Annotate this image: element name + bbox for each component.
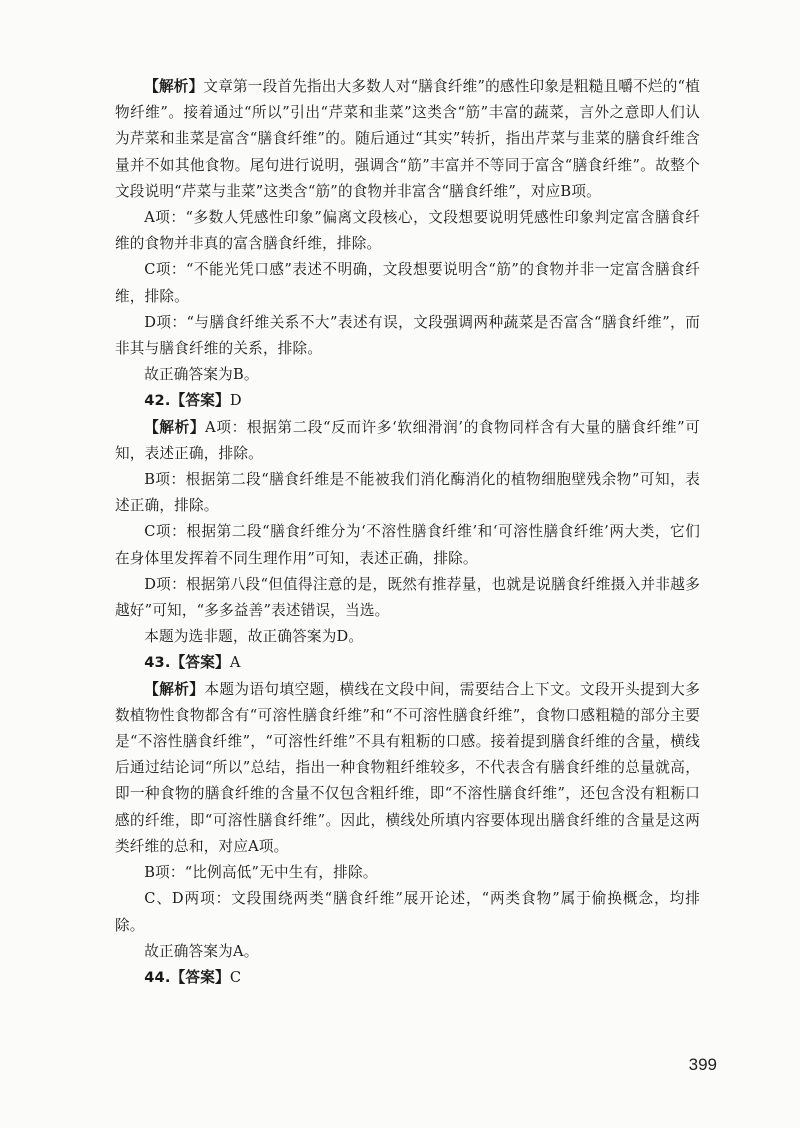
paragraph-text: 文章第一段首先指出大多数人对“膳食纤维”的感性印象是粗糙且嚼不烂的“植物纤维”。接着通过“所以”引出“芹菜和韭菜”这类含“筋”丰富的蔬菜，言外之意即人们认为芹菜和韭菜是富含“膳食纤维”的。随后通过“其实”转折，指出芹菜与韭菜的膳食纤维含量并不如其他食物。尾句进行说明，强调含“筋”丰富并不等同于富含“膳食纤维”。故整个文段说明“芹菜与韭菜”这类含“筋”的食物并非富含“膳食纤维”，对应B项。 <box>115 78 700 200</box>
answer-letter: D <box>229 392 242 410</box>
option-d-paragraph <box>115 310 700 362</box>
analysis-marker: 【解析】 <box>144 680 205 698</box>
option-c-paragraph <box>115 519 700 571</box>
paragraph-text: C项：“不能光凭口感”表述不明确，文段想要说明含“筋”的食物并非一定富含膳食纤维，排除。 <box>115 261 700 305</box>
paragraph-text: C、D两项：文段围绕两类“膳食纤维”展开论述，“两类食物”属于偷换概念，均排除。 <box>115 890 700 934</box>
option-cd-paragraph <box>115 886 700 938</box>
analysis-paragraph-41 <box>115 74 700 205</box>
option-b-paragraph <box>115 467 700 519</box>
option-d-paragraph <box>115 572 700 624</box>
answer-letter: A <box>229 654 241 672</box>
paragraph-text: D项：根据第八段“但值得注意的是，既然有推荐量，也就是说膳食纤维摄入并非越多越好”可知，“多多益善”表述错误，当选。 <box>115 575 700 620</box>
analysis-marker: 【解析】 <box>144 78 204 95</box>
answer-heading-44 <box>115 965 700 991</box>
answer-letter: C <box>229 968 242 986</box>
conclusion-paragraph <box>115 624 700 650</box>
paragraph-text: 本题为选非题，故正确答案为D。 <box>144 628 364 646</box>
answer-heading-43 <box>115 650 700 676</box>
paragraph-text: B项：“比例高低”无中生有，排除。 <box>144 864 378 882</box>
paragraph-text: 本题为语句填空题，横线在文段中间，需要结合上下文。文段开头提到大多数植物性食物都含有“可溶性膳食纤维”和“不可溶性膳食纤维”，食物口感粗糙的部分主要是“不溶性膳食纤维”，“可溶性纤维”不具有粗粝的口感。接着提到膳食纤维的含量，横线后通过结论词“所以”总结，指出一种食物粗纤维较多，不代表含有膳食纤维的总量就高，即一种食物的膳食纤维的含量不仅包含粗纤维，即“不溶性膳食纤维”，还包含没有粗粝口感的纤维，即“可溶性膳食纤维”。因此，横线处所填内容要体现出膳食纤维的含量是这两类纤维的总和，对应A项。 <box>115 680 700 855</box>
analysis-marker: 【解析】 <box>144 418 206 436</box>
paragraph-text: 故正确答案为B。 <box>144 366 259 384</box>
page-number: 399 <box>688 1055 717 1074</box>
conclusion-paragraph <box>115 939 700 965</box>
option-a-paragraph <box>115 205 700 257</box>
paragraph-text: D项：“与膳食纤维关系不大”表述有误，文段强调两种蔬菜是否富含“膳食纤维”，而非其与膳食纤维的关系，排除。 <box>115 313 700 358</box>
analysis-paragraph-43 <box>115 677 700 860</box>
answer-marker: 43.【答案】 <box>144 654 230 672</box>
answer-marker: 42.【答案】 <box>144 392 230 410</box>
option-c-paragraph <box>115 257 700 309</box>
paragraph-text: B项：根据第二段“膳食纤维是不能被我们消化酶消化的植物细胞壁残余物”可知，表述正确，排除。 <box>115 471 700 515</box>
option-b-paragraph <box>115 860 700 886</box>
paragraph-text: A项：“多数人凭感性印象”偏离文段核心，文段想要说明凭感性印象判定富含膳食纤维的食物并非真的富含膳食纤维，排除。 <box>115 209 700 253</box>
conclusion-paragraph <box>115 362 700 388</box>
answer-heading-42 <box>115 388 700 414</box>
page-body-text <box>115 74 700 991</box>
answer-marker: 44.【答案】 <box>144 968 230 986</box>
analysis-paragraph-42 <box>115 415 700 467</box>
paragraph-text: 故正确答案为A。 <box>144 942 259 960</box>
paragraph-text: C项：根据第二段“膳食纤维分为‘不溶性膳食纤维’和‘可溶性膳食纤维’两大类，它们在身体里发挥着不同生理作用”可知，表述正确，排除。 <box>115 523 700 567</box>
paragraph-text: A项：根据第二段“反而许多‘软细滑润’的食物同样含有大量的膳食纤维”可知，表述正确，排除。 <box>115 418 700 462</box>
